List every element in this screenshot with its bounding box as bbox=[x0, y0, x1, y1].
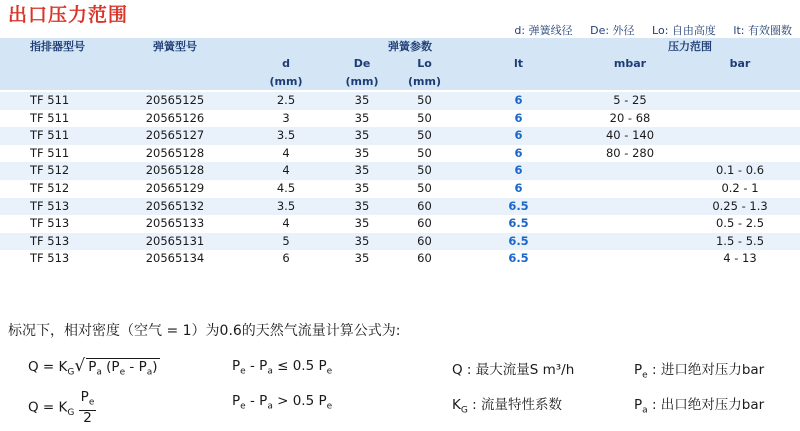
cell-de: 35 bbox=[332, 198, 392, 216]
legend-lt: lt: 有效圈数 bbox=[733, 24, 792, 37]
cell-bar: 0.2 - 1 bbox=[721, 180, 759, 195]
cell-lt: 6.5 bbox=[508, 216, 529, 231]
cell-lo: 50 bbox=[417, 180, 432, 195]
page-title: 出口压力范围 bbox=[8, 4, 129, 26]
cell-de: 35 bbox=[354, 216, 370, 231]
definition-pa: $P_a$ : 出口绝对压力bar bbox=[634, 397, 765, 416]
cell-model: TF 511 bbox=[30, 145, 70, 160]
header-unit-lo: (mm) bbox=[392, 73, 457, 92]
cell-bar: 4 - 13 bbox=[723, 251, 757, 266]
table-row bbox=[0, 127, 800, 145]
header-row-2 bbox=[0, 55, 800, 73]
cell-model: TF 513 bbox=[30, 216, 70, 231]
parameter-legend bbox=[500, 22, 792, 38]
table-row bbox=[0, 198, 800, 216]
cell-model: TF 513 bbox=[0, 198, 110, 216]
cell-bar: 1.5 - 5.5 bbox=[680, 233, 800, 251]
cell-lo: 50 bbox=[417, 110, 432, 125]
cell-spring-model: 20565132 bbox=[110, 198, 240, 216]
cell-spring-model: 20565127 bbox=[110, 127, 240, 145]
table-row bbox=[0, 91, 800, 110]
cell-model: TF 513 bbox=[0, 233, 110, 251]
cell-bar: 0.25 - 1.3 bbox=[680, 198, 800, 216]
cell-mbar: 5 - 25 bbox=[580, 91, 680, 110]
cell-d: 4 bbox=[282, 216, 290, 231]
header-row-3 bbox=[0, 73, 800, 92]
cell-bar: 0.1 - 0.6 bbox=[680, 162, 800, 180]
cell-de: 35 bbox=[332, 233, 392, 251]
cell-d: 4.5 bbox=[276, 180, 296, 195]
cell-bar bbox=[680, 110, 800, 128]
legend-lo: Lo: 自由高度 bbox=[652, 24, 716, 37]
cell-model: TF 511 bbox=[30, 110, 70, 125]
definition-q: Q : 最大流量S m³/h bbox=[452, 362, 575, 378]
cell-de: 35 bbox=[354, 145, 370, 160]
cell-lo: 50 bbox=[417, 145, 432, 160]
cell-lo: 50 bbox=[392, 162, 457, 180]
cell-d: 6 bbox=[282, 251, 290, 266]
sqrt-icon: √ bbox=[74, 356, 86, 376]
cell-lo: 60 bbox=[392, 198, 457, 216]
cell-mbar: 80 - 280 bbox=[605, 145, 655, 160]
cell-lt: 6 bbox=[457, 127, 580, 145]
table-row bbox=[0, 110, 800, 128]
table-row bbox=[0, 233, 800, 251]
cell-de: 35 bbox=[332, 91, 392, 110]
formula-2: $Q = K_G$ $\frac{P_e}{2}$ bbox=[28, 389, 95, 426]
cell-mbar bbox=[580, 250, 680, 268]
cell-model: TF 511 bbox=[0, 127, 110, 145]
header-injector-model: 指排器型号 bbox=[0, 38, 110, 55]
header-row-1 bbox=[0, 38, 800, 55]
cell-model: TF 511 bbox=[0, 91, 110, 110]
cell-spring-model: 20565134 bbox=[145, 251, 205, 266]
cell-lo: 60 bbox=[417, 216, 432, 231]
cell-lo: 60 bbox=[392, 233, 457, 251]
table-row bbox=[0, 180, 800, 198]
cell-mbar bbox=[580, 198, 680, 216]
cell-lt: 6 bbox=[514, 145, 523, 160]
cell-lt: 6 bbox=[457, 91, 580, 110]
cell-de: 35 bbox=[332, 162, 392, 180]
cell-lo: 60 bbox=[417, 251, 432, 266]
cell-spring-model: 20565129 bbox=[145, 180, 205, 195]
cell-de: 35 bbox=[332, 127, 392, 145]
cell-spring-model: 20565128 bbox=[110, 162, 240, 180]
cell-d: 5 bbox=[240, 233, 332, 251]
cell-mbar bbox=[580, 180, 680, 198]
cell-lo: 50 bbox=[392, 91, 457, 110]
cell-de: 35 bbox=[354, 180, 370, 195]
table-row bbox=[0, 215, 800, 233]
cell-bar: 0.5 - 2.5 bbox=[715, 216, 765, 231]
cell-mbar: 20 - 68 bbox=[609, 110, 651, 125]
cell-model: TF 513 bbox=[30, 251, 70, 266]
fraction: $\frac{P_e}{2}$ bbox=[80, 389, 95, 426]
cell-mbar bbox=[580, 233, 680, 251]
condition-2: $P_e - P_a > 0.5$ $P_e$ bbox=[232, 393, 333, 412]
cell-spring-model: 20565128 bbox=[145, 145, 205, 160]
table-row bbox=[0, 162, 800, 180]
table-row bbox=[0, 250, 800, 268]
table-row bbox=[0, 145, 800, 163]
header-de: De bbox=[332, 55, 392, 73]
definition-pe: $P_e$ : 进口绝对压力bar bbox=[634, 362, 765, 381]
definition-kg: $K_G$ : 流量特性系数 bbox=[452, 397, 562, 416]
cell-de: 35 bbox=[354, 251, 370, 266]
spring-spec-table bbox=[0, 38, 800, 268]
cell-bar bbox=[680, 127, 800, 145]
cell-bar bbox=[680, 145, 800, 163]
cell-spring-model: 20565126 bbox=[145, 110, 205, 125]
cell-spring-model: 20565125 bbox=[110, 91, 240, 110]
formula-intro: 标况下，相对密度（空气 = 1）为0.6的天然气流量计算公式为: bbox=[8, 323, 401, 339]
legend-de: De: 外径 bbox=[590, 24, 635, 37]
header-bar: bar bbox=[680, 55, 800, 73]
cell-spring-model: 20565133 bbox=[145, 216, 205, 231]
cell-de: 35 bbox=[354, 110, 370, 125]
header-d: d bbox=[240, 55, 332, 73]
header-lo: Lo bbox=[392, 55, 457, 73]
cell-model: TF 512 bbox=[30, 180, 70, 195]
condition-1: $P_e - P_a \le 0.5$ $P_e$ bbox=[232, 358, 333, 377]
header-pressure-range: 压力范围 bbox=[580, 38, 800, 55]
cell-bar bbox=[680, 91, 800, 110]
cell-lt: 6 bbox=[457, 162, 580, 180]
formula-1: $Q = K_G√$ $P_a$ $(P_e - P_a)$ bbox=[28, 356, 158, 378]
cell-d: 2.5 bbox=[240, 91, 332, 110]
header-spring-params: 弹簧参数 bbox=[240, 38, 580, 55]
header-mbar: mbar bbox=[580, 55, 680, 73]
cell-mbar: 40 - 140 bbox=[580, 127, 680, 145]
cell-d: 3.5 bbox=[240, 127, 332, 145]
header-lt: lt bbox=[457, 55, 580, 73]
cell-d: 3.5 bbox=[240, 198, 332, 216]
cell-lo: 50 bbox=[392, 127, 457, 145]
legend-d: d: 弹簧线径 bbox=[514, 24, 573, 37]
cell-lt: 6.5 bbox=[457, 233, 580, 251]
cell-lt: 6 bbox=[514, 180, 523, 195]
header-spring-model: 弹簧型号 bbox=[110, 38, 240, 55]
header-unit-de: (mm) bbox=[332, 73, 392, 92]
cell-mbar bbox=[580, 215, 680, 233]
header-unit-d: (mm) bbox=[240, 73, 332, 92]
cell-spring-model: 20565131 bbox=[110, 233, 240, 251]
cell-lt: 6.5 bbox=[457, 198, 580, 216]
cell-mbar bbox=[580, 162, 680, 180]
sqrt-content: $P_a$ $(P_e - P_a)$ bbox=[88, 359, 158, 378]
cell-lt: 6.5 bbox=[508, 251, 529, 266]
cell-d: 3 bbox=[282, 110, 290, 125]
cell-d: 4 bbox=[282, 145, 290, 160]
cell-lt: 6 bbox=[514, 110, 523, 125]
cell-d: 4 bbox=[240, 162, 332, 180]
cell-model: TF 512 bbox=[0, 162, 110, 180]
